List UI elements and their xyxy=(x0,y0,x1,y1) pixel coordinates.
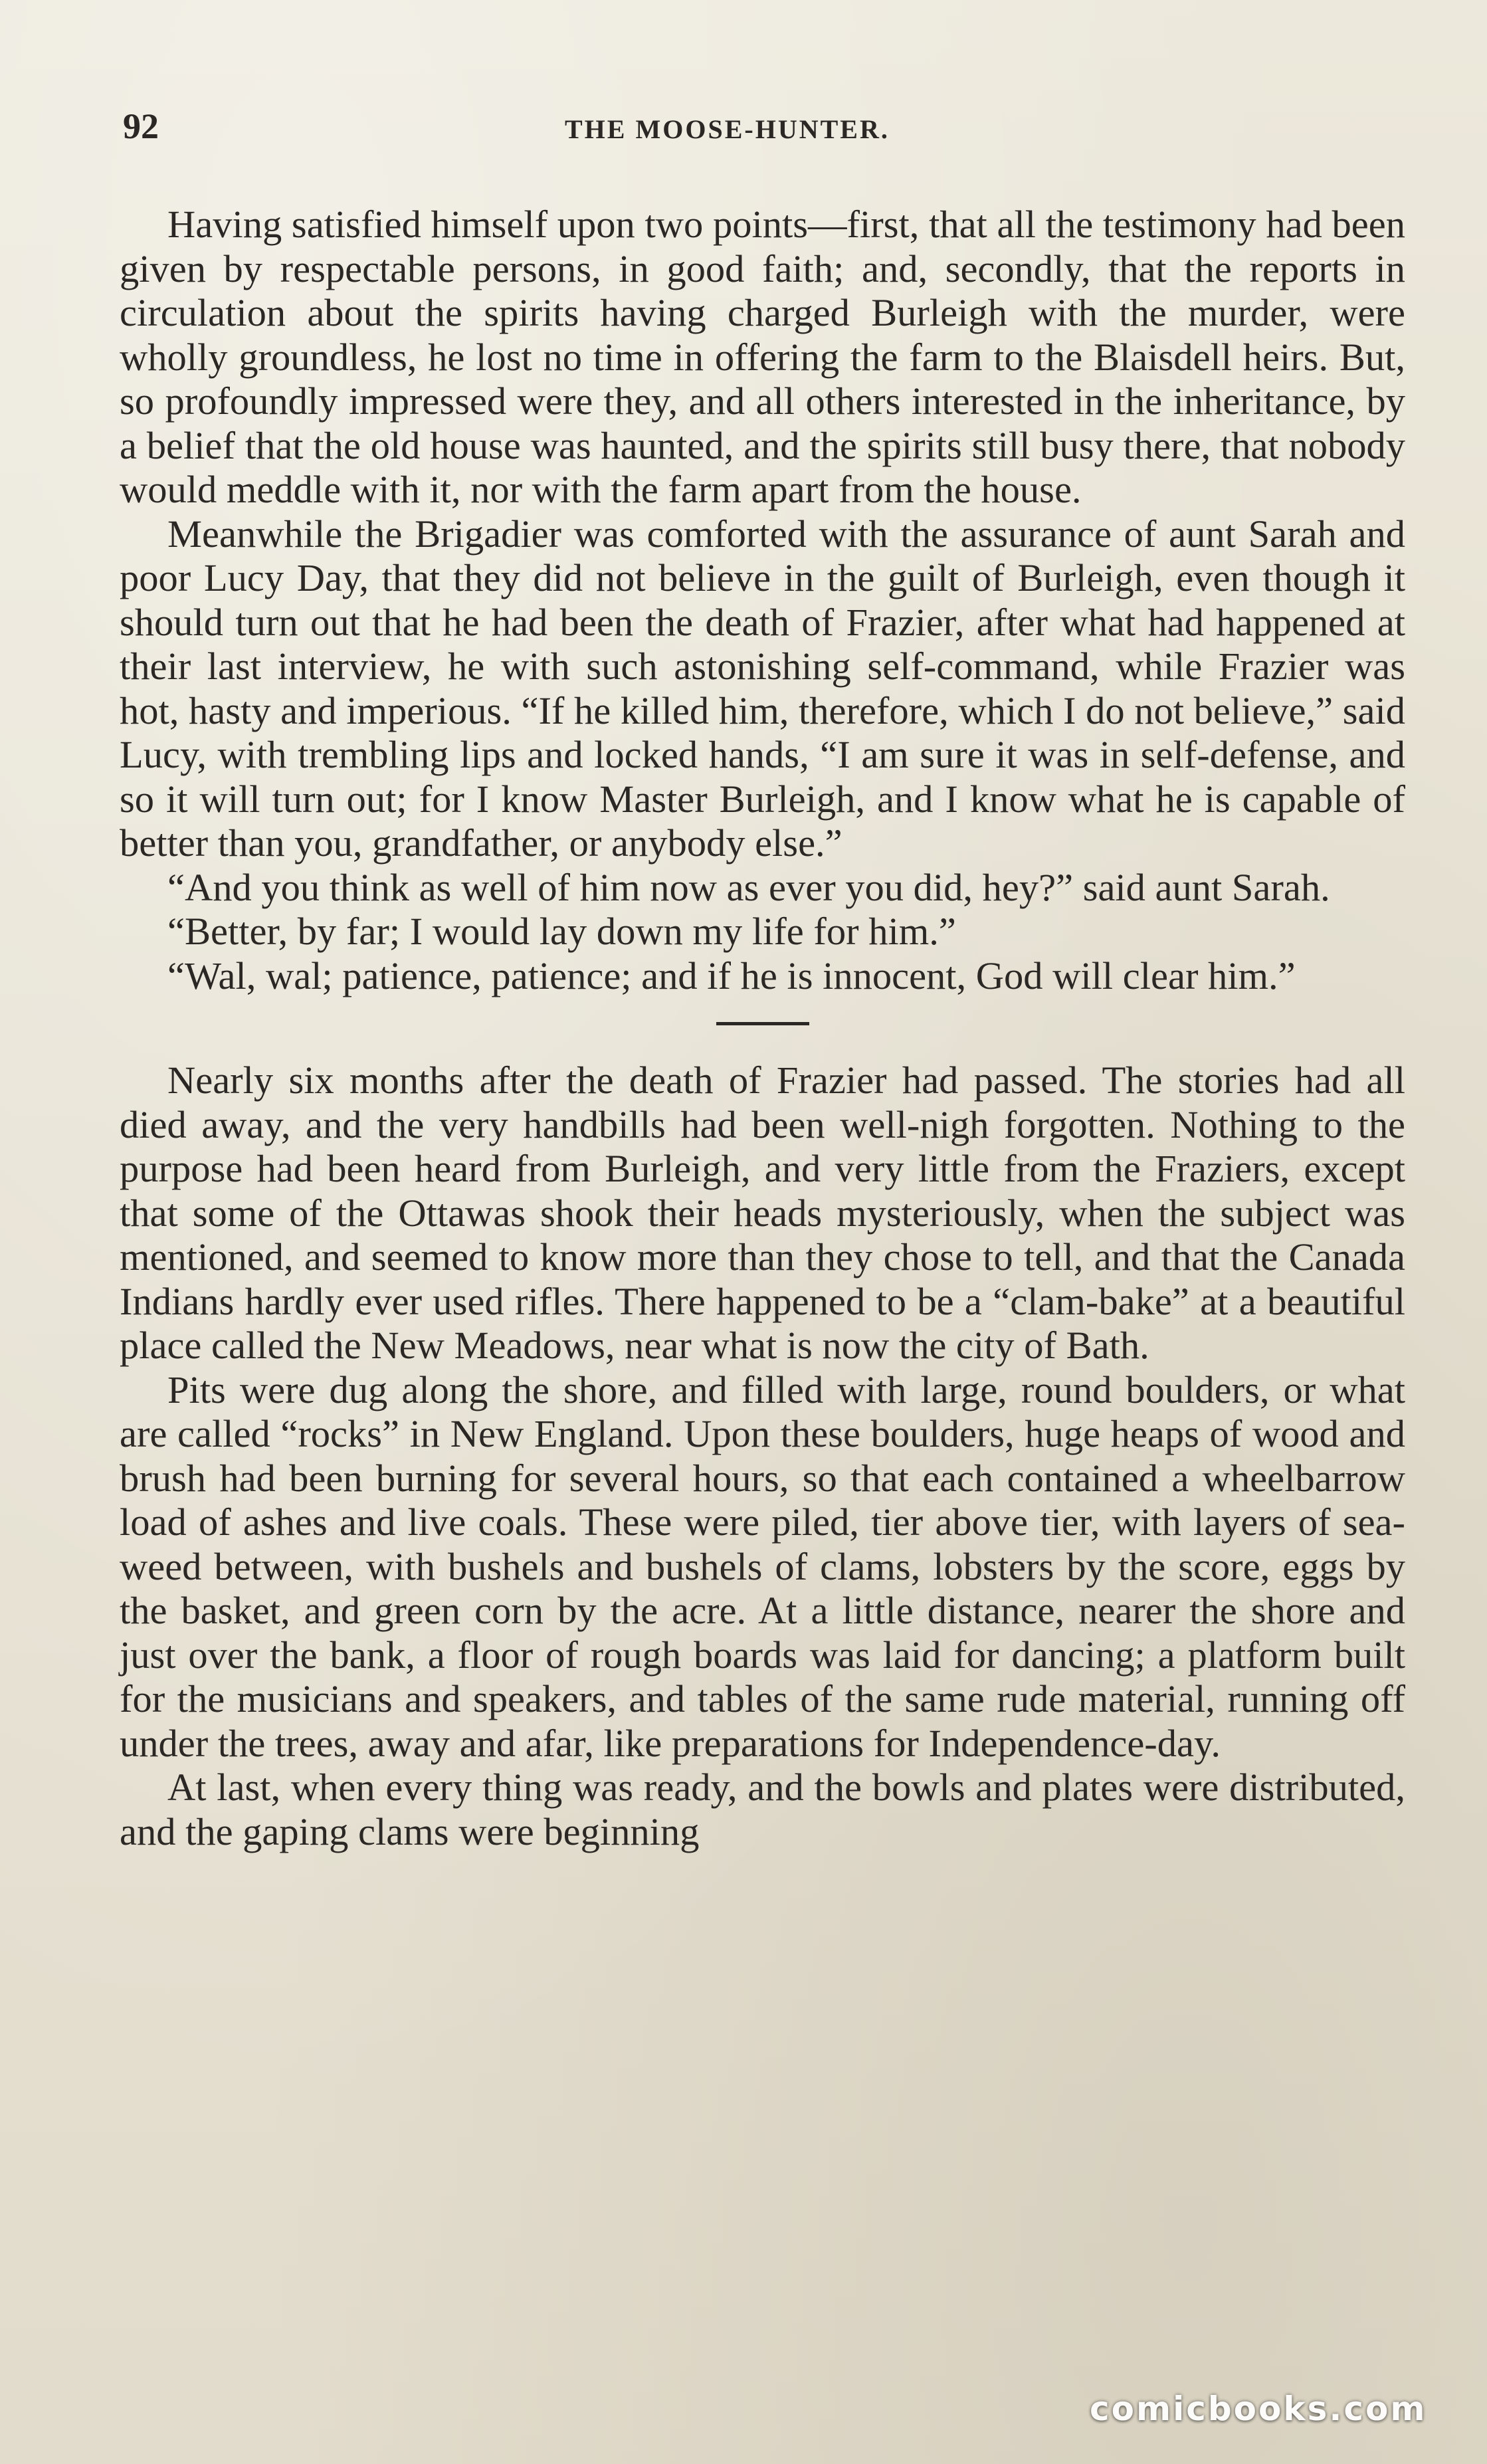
paragraph: Having satisfied himself upon two points—first, that all the testimony had been given by respectable persons, in good faith; and, secondly, that the reports in circulation about the spirits having charged Burleigh with the murder, were wholly groundless, he lost no time in offering the farm to the Blaisdell heirs. But, so profoundly impressed were they, and all others interested in the inheritance, by a belief that the old house was haunted, and the spirits still busy there, that nobody would meddle with it, nor with the farm apart from the house. xyxy=(120,203,1405,511)
page-number: 92 xyxy=(123,106,159,146)
body-text xyxy=(120,203,1405,1854)
paragraph: “And you think as well of him now as ever you did, hey?” said aunt Sarah. xyxy=(167,865,1330,909)
running-head: THE MOOSE-HUNTER. xyxy=(565,114,890,144)
paragraph: Nearly six months after the death of Frazier had passed. The stories had all died away, and the very handbills had been well-nigh forgotten. Nothing to the purpose had been heard from Burleigh, and very little from the Fraziers, except that some of the Ottawas shook their heads mysteriously, when the subject was mentioned, and seemed to know more than they chose to tell, and that the Canada Indians hardly ever used rifles. There happened to be a “clam-bake” at a beautiful place called the New Meadows, near what is now the city of Bath. xyxy=(120,1059,1405,1367)
watermark: comicbooks.com xyxy=(1090,2390,1427,2428)
paragraph: Meanwhile the Brigadier was comforted with the assurance of aunt Sarah and poor Lucy Day, that they did not believe in the guilt of Burleigh, even though it should turn out that he had been the death of Frazier, after what had happened at their last interview, he with such astonishing self-command, while Frazier was hot, hasty and imperious. “If he killed him, therefore, which I do not believe,” said Lucy, with trembling lips and locked hands, “I am sure it was in self-defense, and so it will turn out; for I know Master Burleigh, and I know what he is capable of better than you, grandfather, or anybody else.” xyxy=(120,512,1405,865)
paragraph: “Wal, wal; patience, patience; and if he is innocent, God will clear him.” xyxy=(167,954,1296,997)
page-header xyxy=(123,100,1401,153)
paragraph: At last, when every thing was ready, and the bowls and plates were distributed, and the gaping clams were beginning xyxy=(120,1766,1405,1853)
paragraph: Pits were dug along the shore, and filled with large, round boulders, or what are called “rocks” in New England. Upon these boulders, huge heaps of wood and brush had been burning for several hours, so that each contained a wheelbarrow load of ashes and live coals. These were piled, tier above tier, with layers of sea-weed between, with bushels and bushels of clams, lobsters by the score, eggs by the basket, and green corn by the acre. At a little distance, nearer the shore and just over the bank, a floor of rough boards was laid for dancing; a platform built for the musicians and speakers, and tables of the same rude material, running off under the trees, away and afar, like preparations for Independence-day. xyxy=(120,1368,1405,1765)
paragraph: “Better, by far; I would lay down my life for him.” xyxy=(167,910,956,953)
section-divider xyxy=(716,1022,809,1025)
